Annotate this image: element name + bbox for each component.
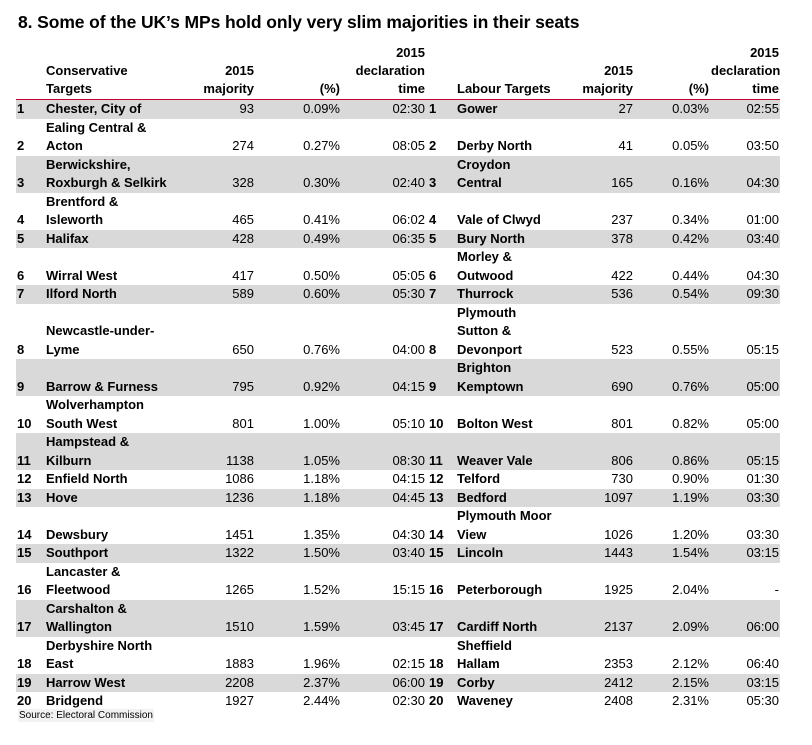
rank-cell-2: 19	[426, 674, 456, 693]
labour-pct: 2.15%	[634, 674, 710, 693]
header-label: (%)	[688, 81, 709, 96]
conservative-pct: 1.18%	[303, 471, 340, 486]
rank-cell: 3	[16, 156, 45, 193]
rank-cell: 12	[17, 471, 32, 486]
conservative-seat: Chester, City of	[45, 100, 195, 119]
labour-seat: Croydon Central	[456, 156, 574, 193]
conservative-pct: 2.44%	[303, 693, 340, 708]
labour-pct: 0.54%	[634, 285, 710, 304]
conservative-seat: Wolverhampton South West	[46, 397, 144, 431]
rank-cell: 1	[16, 100, 45, 119]
conservative-pct: 1.50%	[255, 544, 341, 563]
labour-majority: 1026	[604, 526, 633, 542]
labour-majority: 27	[574, 100, 634, 119]
labour-seat: Morley & Outwood	[457, 249, 514, 283]
header-lab-majority	[574, 44, 634, 100]
header-label: time	[398, 81, 425, 96]
labour-pct: 1.20%	[672, 526, 709, 542]
table-row	[16, 119, 780, 156]
labour-declaration-time: 04:30	[710, 156, 780, 193]
header-con-pct	[255, 44, 341, 100]
conservative-declaration-time: 03:40	[341, 544, 426, 563]
table-row	[16, 674, 780, 693]
rank-cell: 18	[17, 656, 32, 671]
table-row	[16, 692, 780, 711]
labour-declaration-time: 04:30	[746, 267, 779, 283]
header-label: 2015	[396, 45, 425, 60]
labour-majority: 378	[574, 230, 634, 249]
header-label: Targets	[46, 81, 92, 96]
conservative-declaration-time: 05:05	[392, 267, 425, 283]
rank-cell-2: 11	[426, 433, 456, 470]
rank-cell-2: 7	[426, 285, 456, 304]
rank-cell-2: 1	[426, 100, 456, 119]
labour-declaration-time: 01:00	[746, 212, 779, 227]
rank-cell: 15	[16, 544, 45, 563]
table-row	[16, 637, 780, 674]
labour-pct: 2.31%	[672, 693, 709, 708]
rank-cell-2: 12	[429, 471, 444, 486]
labour-declaration-time: 09:30	[710, 285, 780, 304]
conservative-pct: 2.37%	[255, 674, 341, 693]
conservative-declaration-time: 04:15	[341, 359, 426, 396]
labour-majority: 801	[611, 415, 633, 431]
conservative-majority: 589	[195, 285, 255, 304]
labour-seat: Bury North	[456, 230, 574, 249]
conservative-declaration-time: 08:30	[341, 433, 426, 470]
conservative-declaration-time: 02:30	[392, 693, 425, 708]
conservative-seat: Carshalton & Wallington	[45, 600, 195, 637]
labour-declaration-time: 05:15	[710, 433, 780, 470]
rank-cell-2: 6	[429, 267, 437, 283]
conservative-seat: Ealing Central & Acton	[46, 119, 147, 153]
conservative-pct: 1.18%	[255, 489, 341, 508]
conservative-seat: Bridgend	[46, 693, 104, 708]
conservative-majority: 1883	[225, 656, 254, 671]
rank-cell: 20	[17, 693, 32, 708]
labour-seat: Plymouth Sutton & Devonport	[457, 304, 522, 357]
labour-majority: 41	[618, 138, 633, 153]
labour-pct: 0.05%	[672, 138, 709, 153]
labour-majority: 1443	[574, 544, 634, 563]
conservative-majority: 1322	[195, 544, 255, 563]
header-label: time	[752, 81, 779, 96]
conservative-seat: Brentford & Isleworth	[46, 193, 119, 227]
header-label: 2015	[604, 63, 633, 78]
labour-pct: 1.19%	[634, 489, 710, 508]
labour-seat: Lincoln	[456, 544, 574, 563]
table-row	[16, 248, 780, 285]
labour-declaration-time: 05:30	[746, 693, 779, 708]
labour-declaration-time: 01:30	[746, 471, 779, 486]
conservative-pct: 0.41%	[303, 212, 340, 227]
rank-cell: 2	[17, 138, 25, 153]
conservative-declaration-time: 08:05	[392, 138, 425, 153]
conservative-declaration-time: 02:30	[341, 100, 426, 119]
header-rank-2	[426, 44, 456, 100]
rank-cell-2: 9	[426, 359, 456, 396]
labour-seat: Waveney	[457, 693, 513, 708]
conservative-pct: 0.92%	[255, 359, 341, 396]
labour-declaration-time: -	[774, 582, 779, 597]
header-label: majority	[582, 81, 633, 96]
conservative-seat: Dewsbury	[46, 526, 109, 542]
labour-pct: 1.54%	[634, 544, 710, 563]
rank-cell: 17	[16, 600, 45, 637]
labour-declaration-time: 02:55	[710, 100, 780, 119]
conservative-declaration-time: 03:45	[341, 600, 426, 637]
labour-seat: Vale of Clwyd	[457, 212, 541, 227]
rank-cell-2: 2	[429, 138, 437, 153]
conservative-declaration-time: 06:00	[341, 674, 426, 693]
conservative-majority: 428	[195, 230, 255, 249]
conservative-seat: Hampstead & Kilburn	[45, 433, 195, 470]
labour-pct: 0.03%	[634, 100, 710, 119]
conservative-pct: 0.09%	[255, 100, 341, 119]
conservative-majority: 2208	[195, 674, 255, 693]
header-label: 2015	[225, 63, 254, 78]
labour-majority: 2137	[574, 600, 634, 637]
header-label: majority	[203, 81, 254, 96]
rank-cell: 11	[16, 433, 45, 470]
conservative-declaration-time: 05:30	[341, 285, 426, 304]
labour-seat: Sheffield Hallam	[457, 637, 512, 671]
rank-cell: 16	[17, 582, 32, 597]
header-label: (%)	[319, 81, 340, 96]
labour-declaration-time: 06:40	[746, 656, 779, 671]
rank-cell-2: 3	[426, 156, 456, 193]
table-row	[16, 359, 780, 396]
rank-cell: 5	[16, 230, 45, 249]
conservative-declaration-time: 04:30	[392, 526, 425, 542]
conservative-majority: 650	[232, 341, 254, 357]
header-label: Conservative	[46, 63, 128, 78]
labour-pct: 0.76%	[634, 359, 710, 396]
conservative-seat: Hove	[45, 489, 195, 508]
labour-majority: 730	[611, 471, 633, 486]
conservative-majority: 328	[195, 156, 255, 193]
header-rank	[16, 44, 45, 100]
conservative-majority: 1265	[225, 582, 254, 597]
conservative-seat: Newcastle-under- Lyme	[46, 323, 155, 357]
header-lab-pct	[634, 44, 710, 100]
labour-declaration-time: 03:15	[710, 674, 780, 693]
labour-pct: 0.16%	[634, 156, 710, 193]
rank-cell-2: 14	[429, 526, 444, 542]
header-label: declaration	[355, 63, 425, 78]
conservative-seat: Barrow & Furness	[45, 359, 195, 396]
rank-cell-2: 17	[426, 600, 456, 637]
labour-pct: 0.42%	[634, 230, 710, 249]
conservative-seat: Lancaster & Fleetwood	[46, 563, 121, 597]
table-row	[16, 507, 780, 544]
labour-seat: Bedford	[456, 489, 574, 508]
rank-cell-2: 4	[429, 212, 437, 227]
conservative-pct: 0.49%	[255, 230, 341, 249]
rank-cell: 19	[16, 674, 45, 693]
labour-declaration-time: 05:00	[746, 415, 779, 431]
table-row	[16, 433, 780, 470]
rank-cell-2: 20	[429, 693, 444, 708]
labour-pct: 2.04%	[672, 582, 709, 597]
labour-declaration-time: 03:15	[710, 544, 780, 563]
table-row	[16, 156, 780, 193]
table-row	[16, 230, 780, 249]
header-con-majority	[195, 44, 255, 100]
conservative-majority: 1086	[225, 471, 254, 486]
labour-pct: 0.55%	[672, 341, 709, 357]
rank-cell: 14	[17, 526, 32, 542]
conservative-seat: Harrow West	[45, 674, 195, 693]
conservative-seat: Ilford North	[45, 285, 195, 304]
rank-cell-2: 16	[429, 582, 444, 597]
header-con-declaration-time	[341, 44, 426, 100]
conservative-declaration-time: 02:15	[392, 656, 425, 671]
labour-seat: Bolton West	[457, 415, 533, 431]
labour-pct: 0.86%	[634, 433, 710, 470]
labour-majority: 165	[574, 156, 634, 193]
labour-seat: Cardiff North	[456, 600, 574, 637]
header-lab-declaration-time	[710, 44, 780, 100]
conservative-majority: 801	[232, 415, 254, 431]
conservative-pct: 1.05%	[255, 433, 341, 470]
conservative-pct: 1.59%	[255, 600, 341, 637]
labour-declaration-time: 03:30	[746, 526, 779, 542]
header-label: 2015	[750, 45, 779, 60]
labour-pct: 2.09%	[634, 600, 710, 637]
labour-majority: 806	[574, 433, 634, 470]
table-row	[16, 285, 780, 304]
rank-cell: 9	[16, 359, 45, 396]
labour-seat: Plymouth Moor View	[457, 508, 552, 542]
rank-cell-2: 18	[429, 656, 444, 671]
labour-pct: 0.90%	[672, 471, 709, 486]
labour-majority: 237	[611, 212, 633, 227]
labour-declaration-time: 03:30	[710, 489, 780, 508]
conservative-pct: 0.50%	[303, 267, 340, 283]
conservative-pct: 0.76%	[303, 341, 340, 357]
table-row	[16, 600, 780, 637]
table-row	[16, 544, 780, 563]
rank-cell-2: 13	[426, 489, 456, 508]
labour-majority: 1925	[604, 582, 633, 597]
conservative-majority: 465	[232, 212, 254, 227]
conservative-pct: 1.35%	[303, 526, 340, 542]
conservative-declaration-time: 06:02	[392, 212, 425, 227]
labour-declaration-time: 05:15	[746, 341, 779, 357]
header-conservative-targets	[45, 44, 195, 100]
conservative-majority: 1927	[225, 693, 254, 708]
rank-cell-2: 8	[429, 341, 437, 357]
labour-declaration-time: 03:40	[710, 230, 780, 249]
rank-cell-2: 10	[429, 415, 444, 431]
labour-majority: 2412	[574, 674, 634, 693]
majorities-table	[16, 44, 780, 711]
labour-seat: Thurrock	[456, 285, 574, 304]
header-row	[16, 44, 780, 100]
conservative-declaration-time: 02:40	[341, 156, 426, 193]
rank-cell: 13	[16, 489, 45, 508]
labour-pct: 0.82%	[672, 415, 709, 431]
header-label: declaration	[711, 63, 781, 78]
conservative-seat: Wirral West	[46, 267, 118, 283]
labour-seat: Peterborough	[457, 582, 543, 597]
rank-cell-2: 15	[426, 544, 456, 563]
labour-majority: 523	[611, 341, 633, 357]
conservative-declaration-time: 04:45	[341, 489, 426, 508]
conservative-majority: 417	[232, 267, 254, 283]
page-title: 8. Some of the UK’s MPs hold only very slim majorities in their seats	[18, 12, 580, 32]
conservative-pct: 0.60%	[255, 285, 341, 304]
conservative-pct: 1.00%	[303, 415, 340, 431]
rank-cell: 7	[16, 285, 45, 304]
conservative-declaration-time: 04:15	[392, 471, 425, 486]
conservative-declaration-time: 05:10	[392, 415, 425, 431]
header-label: Labour Targets	[457, 81, 551, 96]
labour-pct: 0.34%	[672, 212, 709, 227]
conservative-majority: 1236	[195, 489, 255, 508]
header-labour-targets	[456, 44, 574, 100]
conservative-majority: 274	[232, 138, 254, 153]
rank-cell: 8	[17, 341, 25, 357]
conservative-majority: 93	[195, 100, 255, 119]
labour-majority: 2408	[604, 693, 633, 708]
source-note: Source: Electoral Commission	[19, 710, 153, 721]
conservative-majority: 795	[195, 359, 255, 396]
conservative-majority: 1510	[195, 600, 255, 637]
labour-declaration-time: 05:00	[710, 359, 780, 396]
rank-cell: 4	[17, 212, 25, 227]
conservative-declaration-time: 04:00	[392, 341, 425, 357]
conservative-seat: Enfield North	[46, 471, 128, 486]
conservative-majority: 1451	[225, 526, 254, 542]
conservative-pct: 1.52%	[303, 582, 340, 597]
labour-declaration-time: 06:00	[710, 600, 780, 637]
table-row	[16, 489, 780, 508]
conservative-seat: Derbyshire North East	[46, 637, 153, 671]
rank-cell-2: 5	[426, 230, 456, 249]
labour-majority: 2353	[604, 656, 633, 671]
rank-cell: 6	[17, 267, 25, 283]
labour-declaration-time: 03:50	[746, 138, 779, 153]
labour-seat: Gower	[456, 100, 574, 119]
labour-seat: Weaver Vale	[456, 433, 574, 470]
labour-seat: Derby North	[457, 138, 533, 153]
conservative-seat: Berwickshire, Roxburgh & Selkirk	[45, 156, 195, 193]
labour-seat: Telford	[457, 471, 501, 486]
conservative-pct: 1.96%	[303, 656, 340, 671]
table-row	[16, 470, 780, 489]
table-row	[16, 396, 780, 433]
conservative-declaration-time: 06:35	[341, 230, 426, 249]
labour-seat: Corby	[456, 674, 574, 693]
labour-majority: 536	[574, 285, 634, 304]
labour-pct: 2.12%	[672, 656, 709, 671]
conservative-pct: 0.27%	[303, 138, 340, 153]
table-row	[16, 563, 780, 600]
labour-majority: 1097	[574, 489, 634, 508]
conservative-seat: Halifax	[45, 230, 195, 249]
labour-majority: 422	[611, 267, 633, 283]
table-row	[16, 304, 780, 360]
labour-seat: Brighton Kemptown	[456, 359, 574, 396]
rank-cell: 10	[17, 415, 32, 431]
table-row	[16, 100, 780, 119]
labour-majority: 690	[574, 359, 634, 396]
conservative-seat: Southport	[45, 544, 195, 563]
table-row	[16, 193, 780, 230]
conservative-pct: 0.30%	[255, 156, 341, 193]
conservative-declaration-time: 15:15	[392, 582, 425, 597]
conservative-majority: 1138	[195, 433, 255, 470]
labour-pct: 0.44%	[672, 267, 709, 283]
